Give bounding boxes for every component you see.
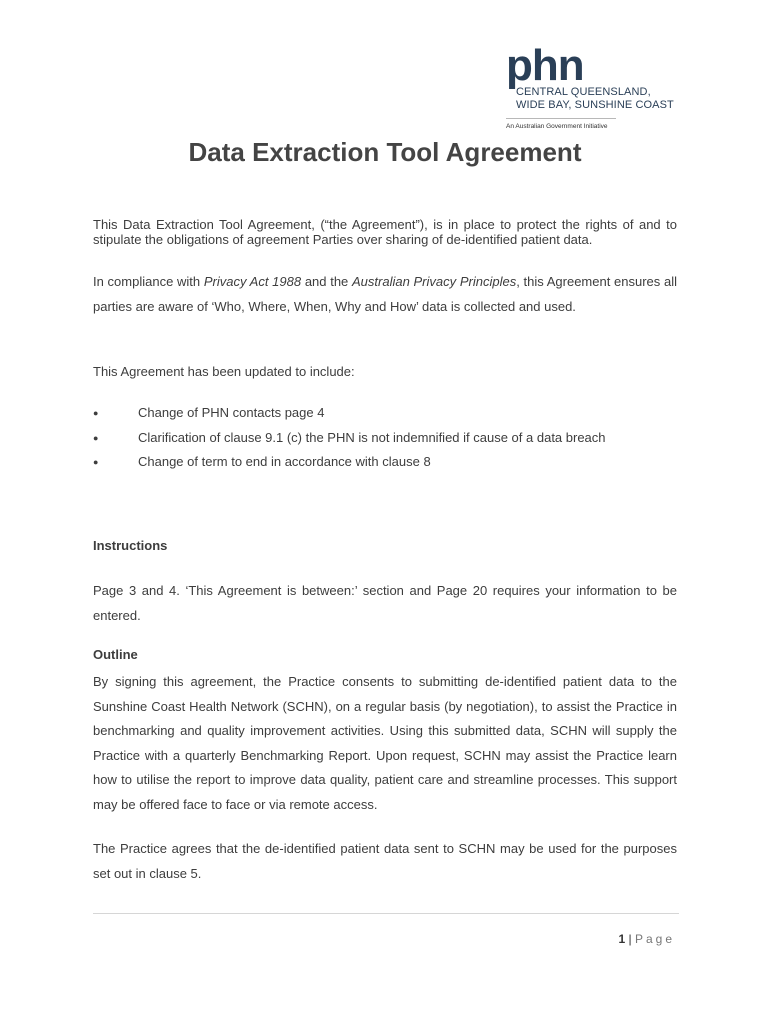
document-title: Data Extraction Tool Agreement: [188, 137, 582, 167]
list-item-text: Clarification of clause 9.1 (c) the PHN is not indemnified if cause of a data breach: [138, 429, 606, 445]
compliance-pre: In compliance with: [93, 274, 204, 289]
instructions-paragraph: Page 3 and 4. ‘This Agreement is between:’ section and Page 20 requires your information to be entered.: [93, 583, 677, 623]
list-item: [93, 403, 677, 428]
page-label: Page: [634, 932, 675, 946]
logo-mark: phn: [506, 41, 584, 90]
page-number: 1: [618, 932, 626, 946]
logo-region-line1: CENTRAL QUEENSLAND,: [516, 86, 651, 98]
compliance-mid: and the: [301, 274, 352, 289]
purposes-paragraph: The Practice agrees that the de-identified patient data sent to SCHN may be used for the purposes set out in clause 5.: [93, 841, 677, 881]
logo-tagline: An Australian Government Initiative: [506, 123, 608, 130]
updated-intro: This Agreement has been updated to include:: [93, 364, 355, 379]
page-separator: |: [625, 932, 635, 946]
intro-paragraph: This Data Extraction Tool Agreement, (“the Agreement”), is in place to protect the rights of and to stipulate the obligations of agreement Parties over sharing of de-identified patient data.: [93, 217, 677, 247]
logo-divider: [506, 118, 616, 119]
bullet-icon: ●: [93, 457, 99, 467]
privacy-principles-ref: Australian Privacy Principles: [352, 274, 517, 289]
compliance-post: , this Agreement ensures all parties are aware of ‘Who, Where, When, Why and How’ data is collected and used.: [93, 274, 678, 314]
updates-list: [93, 403, 677, 477]
list-item: [93, 428, 677, 453]
bullet-icon: ●: [93, 408, 99, 418]
compliance-paragraph: [93, 270, 677, 319]
bullet-icon: ●: [93, 432, 99, 443]
instructions-heading: Instructions: [93, 538, 168, 553]
outline-heading: Outline: [93, 647, 138, 662]
outline-paragraph: By signing this agreement, the Practice consents to submitting de-identified patient data to the Sunshine Coast Health Network (SCHN), on a regular basis (by negotiation), to assist the Practice in benchmarking and quality improvement activities. Using this submitted data, SCHN will supply the Practice with a quarterly Benchmarking Report. Upon request, SCHN may assist the Practice learn how to utilise the report to improve data quality, patient care and streamline processes. This support may be offered face to face or via remote access.: [93, 674, 677, 812]
footer-divider: [93, 913, 679, 914]
phn-logo: [506, 41, 696, 130]
privacy-act-ref: Privacy Act 1988: [203, 274, 302, 289]
list-item-text: Change of PHN contacts page 4: [138, 405, 325, 420]
list-item-text: Change of term to end in accordance with clause 8: [138, 454, 431, 469]
logo-region-line2: WIDE BAY, SUNSHINE COAST: [516, 99, 674, 111]
list-item: [93, 452, 677, 477]
page-footer: [618, 932, 675, 946]
